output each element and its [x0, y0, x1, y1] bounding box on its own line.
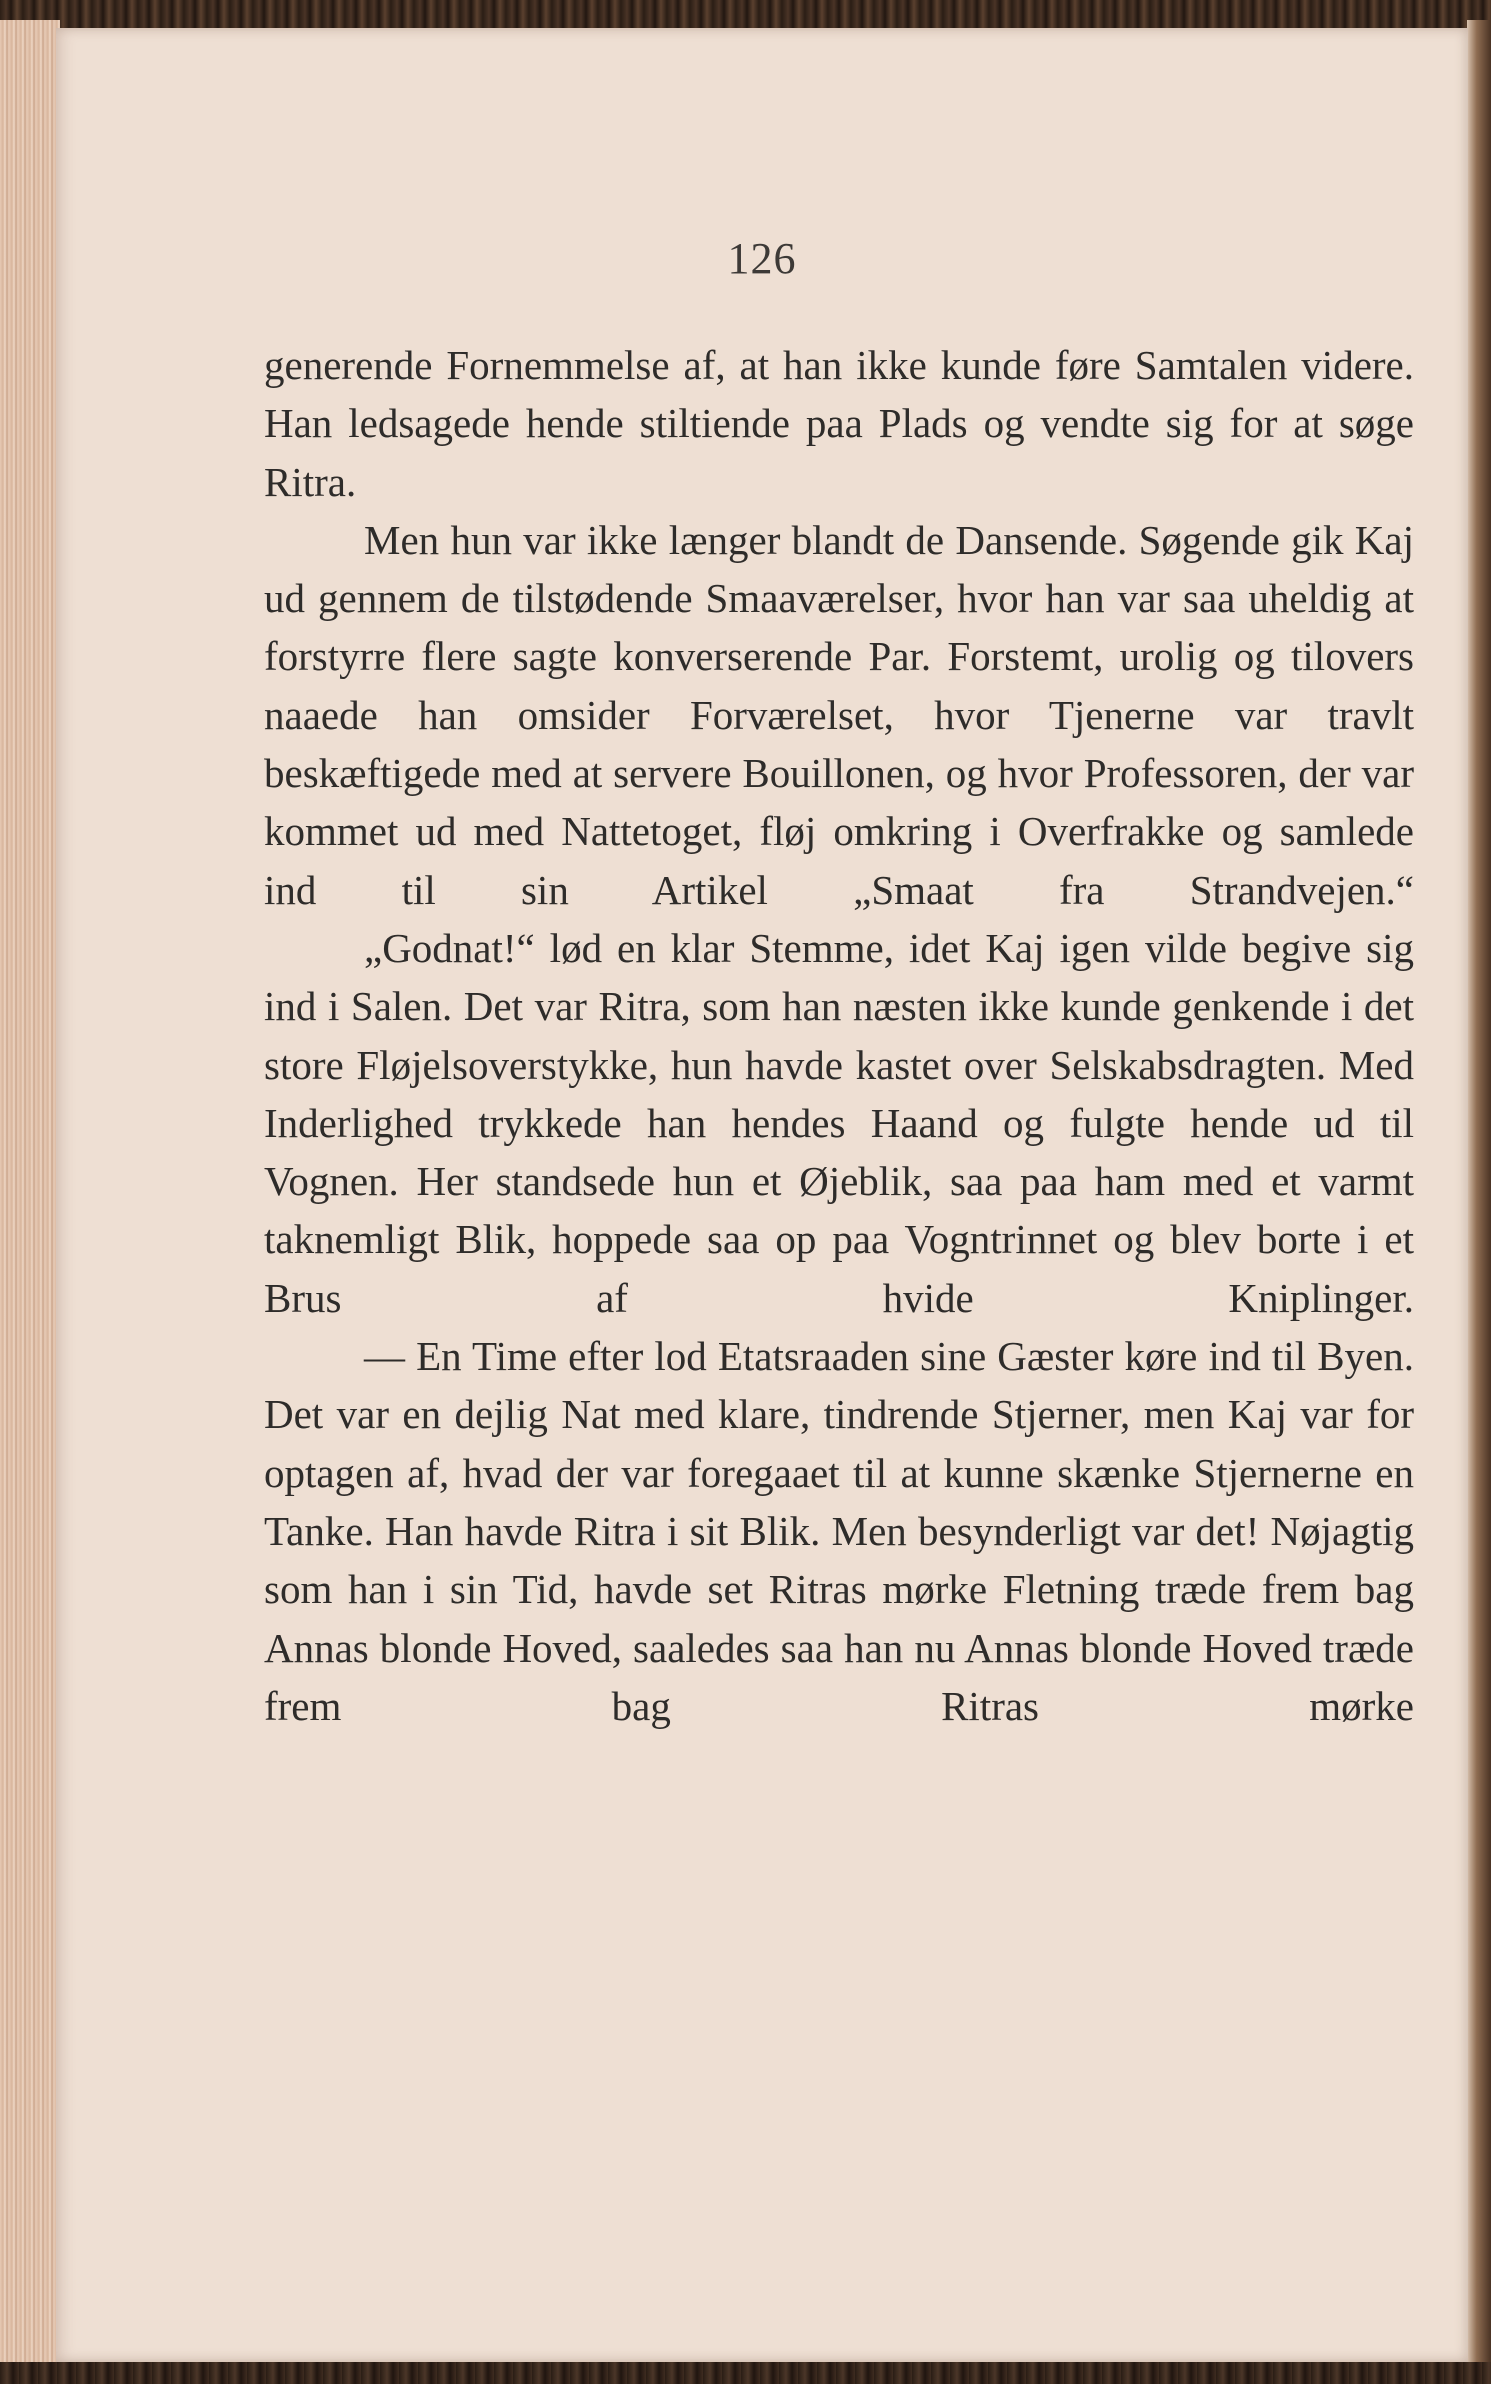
book-page — [56, 28, 1468, 2362]
paragraph: „Godnat!“ lød en klar Stemme, idet Kaj igen vilde begive sig ind i Salen. Det var Ritra, som han næsten ikke kunde genkende i det store Fløjelsoverstykke, hun havde kastet over Selskabsdragten. Med Inderlighed trykkede han hendes Haand og fulgte hende ud til Vognen. Her standsede hun et Øjeblik, saa paa ham med et varmt taknemligt Blik, hoppede saa op paa Vogntrinnet og blev borte i et Brus af hvide Kniplinger. — [264, 924, 1414, 1321]
book-bottom-edge — [0, 2362, 1491, 2384]
body-text — [264, 336, 1414, 1735]
paragraph: generende Fornemmelse af, at han ikke kunde føre Samtalen videre. Han ledsagede hende stiltiende paa Plads og vendte sig for at søge Ritra. — [264, 342, 1414, 505]
page-stack-edge — [0, 20, 60, 2370]
page-number: 126 — [727, 234, 797, 283]
book-cover-edge — [1467, 20, 1491, 2370]
paragraph: — En Time efter lod Etatsraaden sine Gæster køre ind til Byen. Det var en dejlig Nat med klare, tindrende Stjerner, men Kaj var for optagen af, hvad der var foregaaet til at kunne skænke Stjernerne en Tanke. Han havde Ritra i sit Blik. Men besynderligt var det! Nøjagtig som han i sin Tid, havde set Ritras mørke Fletning træde frem bag Annas blonde Hoved, saaledes saa han nu Annas blonde Hoved træde frem bag Ritras mørke — [264, 1333, 1414, 1729]
paragraph: Men hun var ikke længer blandt de Dansende. Søgende gik Kaj ud gennem de tilstødende Smaaværelser, hvor han var saa uheldig at forstyrre flere sagte konverserende Par. Forstemt, urolig og tilovers naaede han omsider Forværelset, hvor Tjenerne var travlt beskæftigede med at servere Bouillonen, og hvor Professoren, der var kommet ud med Nattetoget, fløj omkring i Overfrakke og samlede ind til sin Artikel „Smaat fra Strandvejen.“ — [264, 516, 1414, 913]
